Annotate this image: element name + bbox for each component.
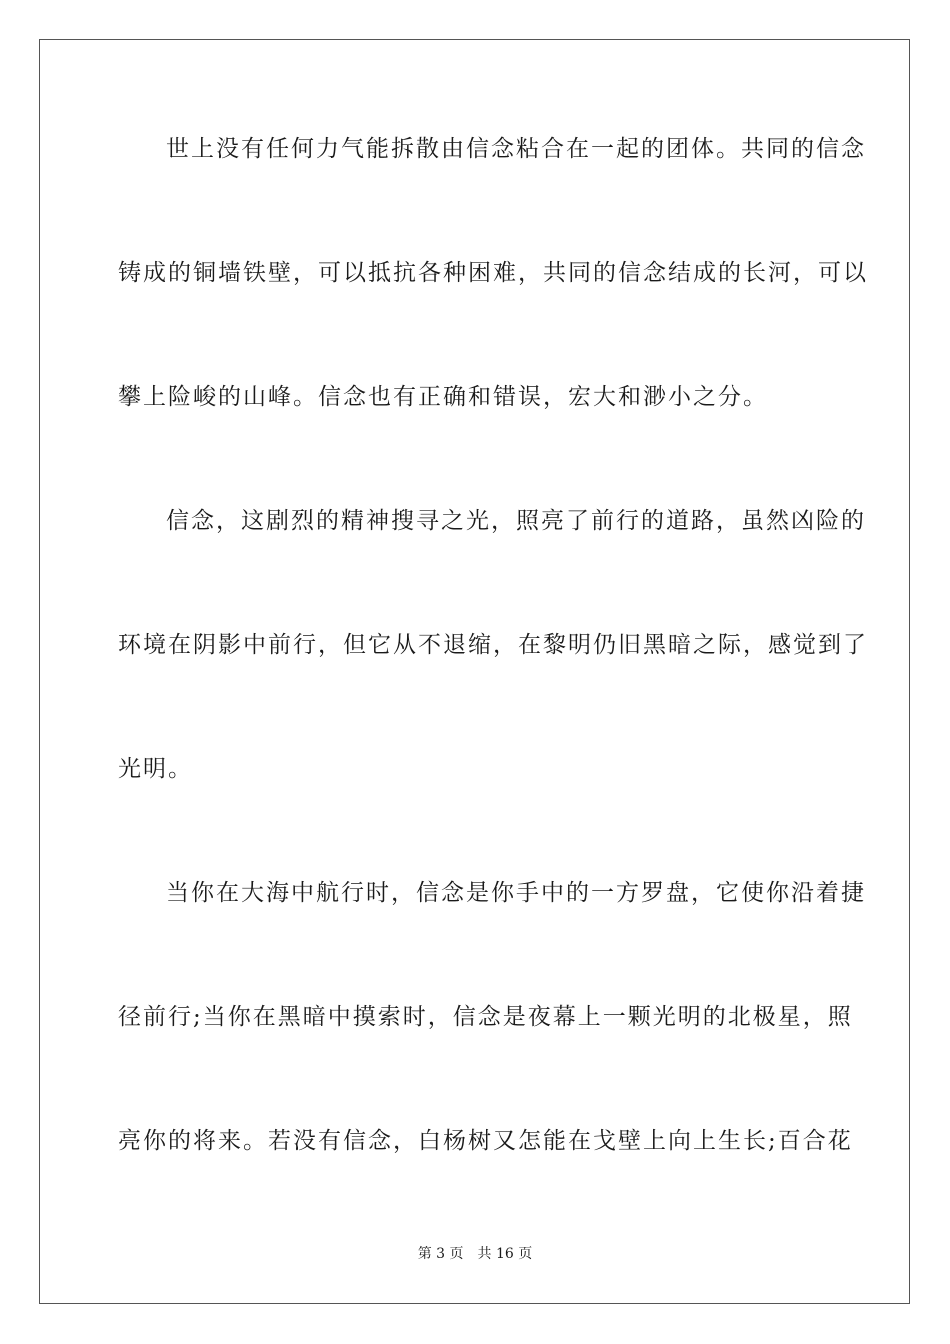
page-total: 共 16 页	[477, 1246, 533, 1262]
paragraph-2-line-2: 环境在阴影中前行，但它从不退缩，在黎明仍旧黑暗之际，感觉到了	[118, 632, 868, 658]
paragraph-1-line-3: 攀上险峻的山峰。信念也有正确和错误，宏大和渺小之分。	[118, 384, 768, 410]
paragraph-1-line-1: 世上没有任何力气能拆散由信念粘合在一起的团体。共同的信念	[166, 136, 866, 162]
paragraph-3-line-1: 当你在大海中航行时，信念是你手中的一方罗盘，它使你沿着捷	[166, 880, 866, 906]
paragraph-3-line-2: 径前行;当你在黑暗中摸索时，信念是夜幕上一颗光明的北极星，照	[118, 1004, 853, 1030]
page-footer	[0, 1244, 950, 1264]
page-number: 第 3 页	[417, 1246, 464, 1262]
paragraph-2-line-3: 光明。	[118, 756, 193, 782]
page-border	[39, 39, 910, 1304]
paragraph-2-line-1: 信念，这剧烈的精神搜寻之光，照亮了前行的道路，虽然凶险的	[166, 508, 866, 534]
paragraph-3-line-3: 亮你的将来。若没有信念，白杨树又怎能在戈壁上向上生长;百合花	[118, 1128, 853, 1154]
paragraph-1-line-2: 铸成的铜墙铁壁，可以抵抗各种困难，共同的信念结成的长河，可以	[118, 260, 868, 286]
